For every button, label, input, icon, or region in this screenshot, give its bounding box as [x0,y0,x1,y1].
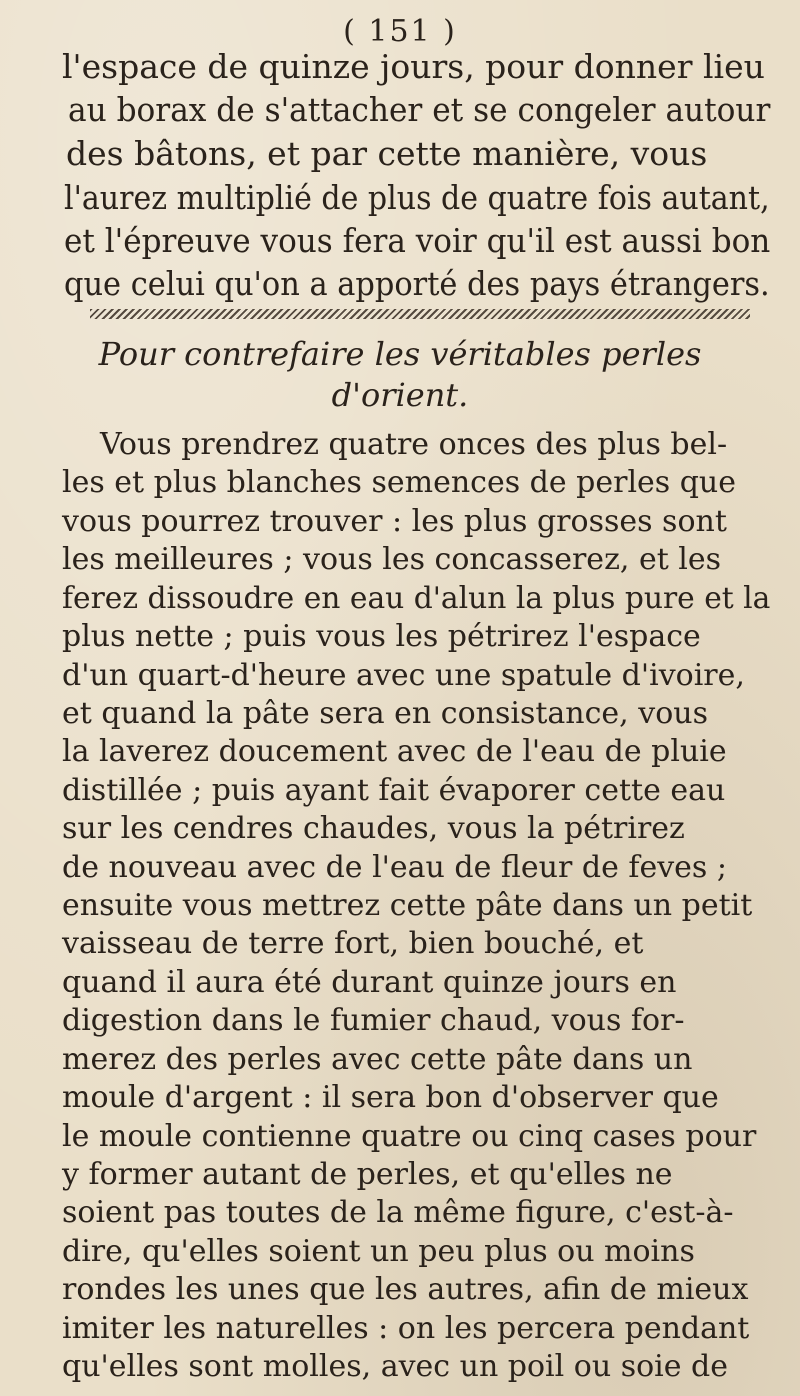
text-line: la laverez doucement avec de l'eau de pluie [62,734,727,769]
text-line: merez des perles avec cette pâte dans un [62,1042,693,1077]
text-line: dire, qu'elles soient un peu plus ou moins [62,1234,695,1269]
text-line: de nouveau avec de l'eau de fleur de feves ; [62,850,727,885]
text-line: ferez dissoudre en eau d'alun la plus pure et la [62,581,771,616]
text-line: soient pas toutes de la même figure, c'est-à- [62,1195,734,1230]
text-line: des bâtons, et par cette manière, vous [66,134,708,173]
text-line: les et plus blanches semences de perles que [62,465,737,500]
text-line: le moule contienne quatre ou cinq cases pour [62,1119,757,1154]
section-title: Pour contrefaire les véritables perles [98,335,702,373]
section-divider [90,309,750,319]
text-line: et quand la pâte sera en consistance, vous [62,696,708,731]
text-line: au borax de s'attacher et se congeler autour [68,90,771,129]
text-line: d'un quart-d'heure avec une spatule d'ivoire, [62,658,745,693]
text-line: distillée ; puis ayant fait évaporer cette eau [62,773,726,808]
text-line: quand il aura été durant quinze jours en [62,965,677,1000]
text-line: l'aurez multiplié de plus de quatre fois autant, [64,178,770,217]
text-line: et l'épreuve vous fera voir qu'il est aussi bon [64,221,771,260]
text-line: sur les cendres chaudes, vous la pétrirez [62,811,685,846]
section-title-continued: d'orient. [331,376,469,414]
text-line: rondes les unes que les autres, afin de mieux [62,1272,749,1307]
text-line: plus nette ; puis vous les pétrirez l'espace [62,619,701,654]
text-line: les meilleures ; vous les concasserez, et les [62,542,722,577]
text-line: que celui qu'on a apporté des pays étrangers. [64,264,770,303]
text-line: imiter les naturelles : on les percera pendant [62,1311,750,1346]
text-line: ensuite vous mettrez cette pâte dans un petit [62,888,753,923]
text-line: l'espace de quinze jours, pour donner lieu [62,47,765,86]
text-line: y former autant de perles, et qu'elles ne [62,1157,673,1192]
text-line: vous pourrez trouver : les plus grosses sont [62,504,727,539]
page-number: ( 151 ) [343,14,457,49]
text-line: moule d'argent : il sera bon d'observer que [62,1080,719,1115]
text-line: qu'elles sont molles, avec un poil ou soie de [62,1349,729,1384]
text-line: vaisseau de terre fort, bien bouché, et [62,926,644,961]
text-line: digestion dans le fumier chaud, vous for- [62,1003,685,1038]
text-line: Vous prendrez quatre onces des plus bel- [100,427,728,462]
